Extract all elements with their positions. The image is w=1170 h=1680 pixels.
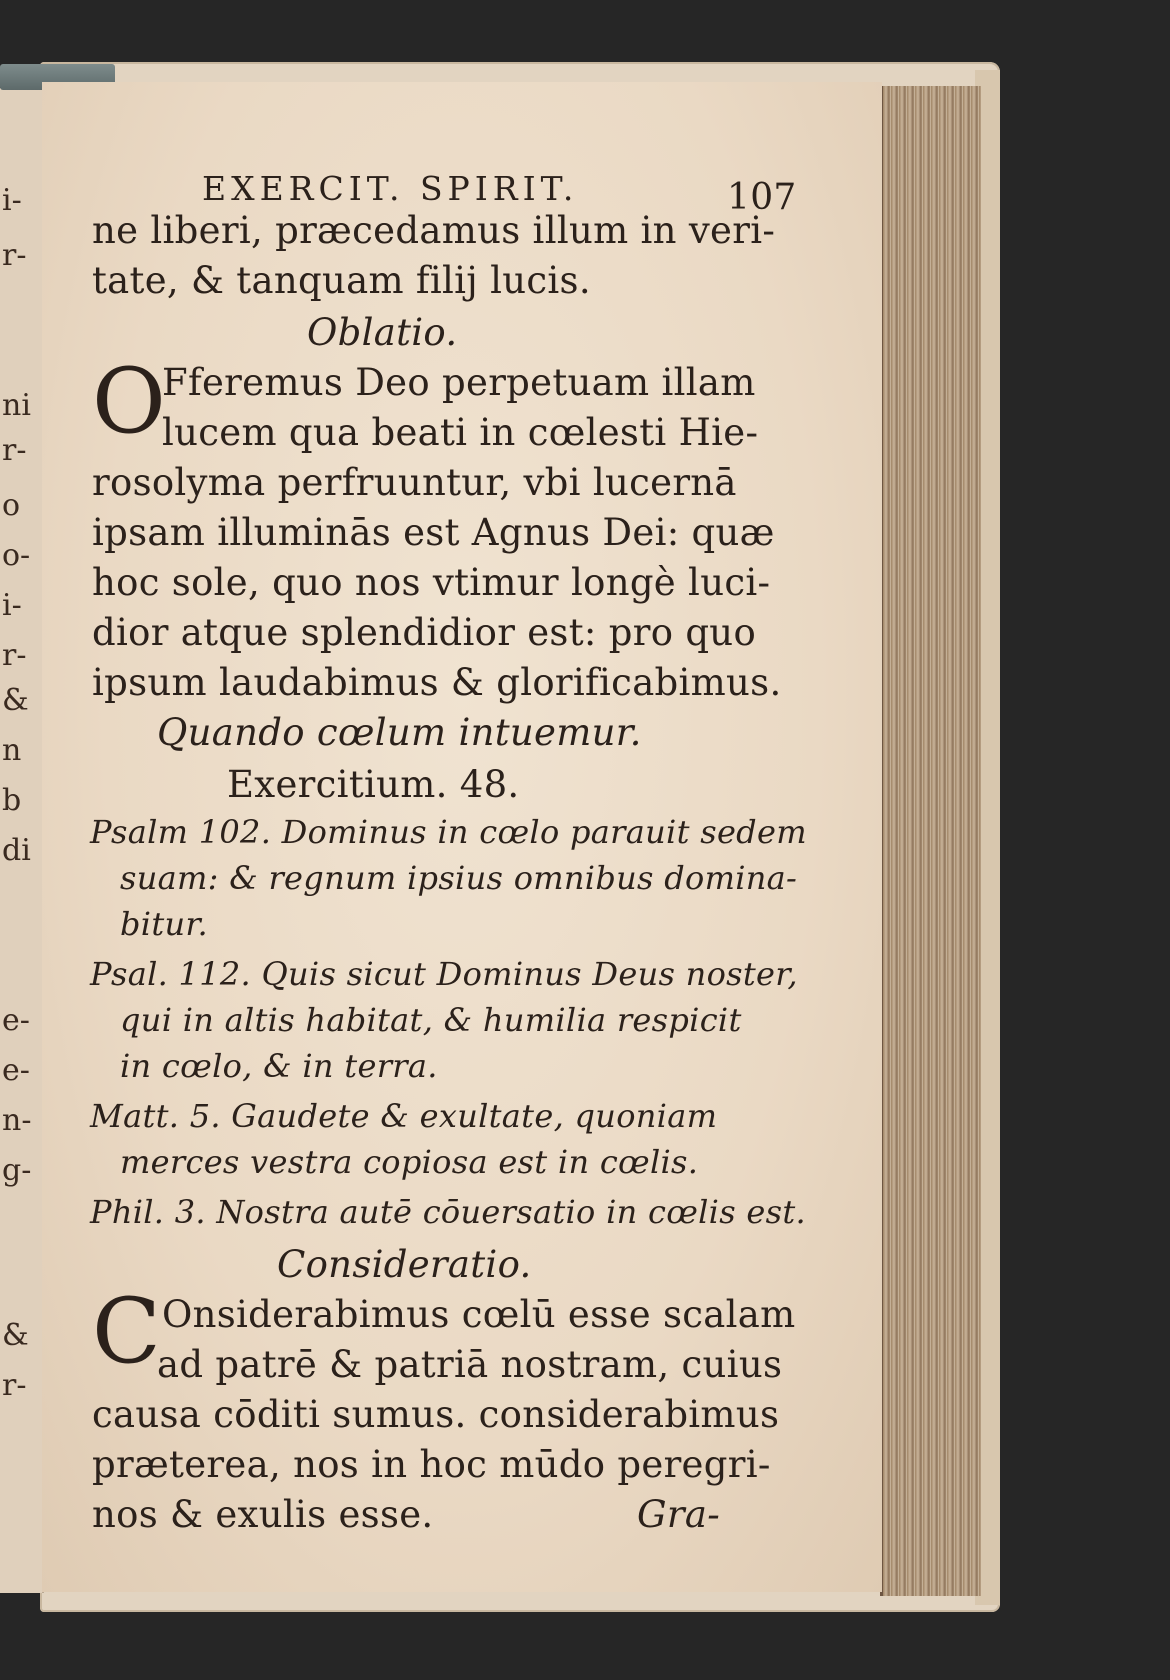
citation-line: qui in altis habitat, & humilia respicit [120, 1001, 742, 1039]
prev-fragment: o- [2, 538, 31, 573]
citation-line: Matt. 5. Gaudete & exultate, quoniam [90, 1097, 718, 1135]
prev-fragment: g- [2, 1153, 32, 1188]
prev-fragment: di [2, 833, 31, 868]
prev-fragment: r- [2, 1368, 27, 1403]
text-line: ad patrē & patriā nostram, cuius [157, 1343, 783, 1386]
text-line: dior atque splendidior est: pro quo [92, 611, 757, 654]
previous-page-edge [0, 88, 44, 1593]
prev-fragment: b [2, 783, 22, 818]
prev-fragment: & [2, 683, 29, 718]
section-title-oblatio: Oblatio. [307, 311, 458, 354]
citation-line: Psal. 112. Quis sicut Dominus Deus noster, [90, 955, 798, 993]
prev-fragment: ni [2, 388, 31, 423]
text-line: Fferemus Deo perpetuam illam [162, 361, 756, 404]
citation-line: Psalm 102. Dominus in cœlo parauit sedem [90, 813, 807, 851]
citation-line: bitur. [120, 905, 208, 943]
prev-fragment: & [2, 1318, 29, 1353]
drop-cap-o: O [92, 349, 166, 454]
prev-fragment: n- [2, 1103, 32, 1138]
text-line: lucem qua beati in cœlesti Hie- [162, 411, 759, 454]
text-line: præterea, nos in hoc mūdo peregri- [92, 1443, 771, 1486]
prev-fragment: e- [2, 1053, 30, 1088]
running-head: EXERCIT. SPIRIT. [202, 169, 579, 208]
drop-cap-c: C [92, 1279, 161, 1384]
prev-fragment: i- [2, 588, 22, 623]
catchword: Gra- [637, 1493, 721, 1536]
prev-fragment: r- [2, 638, 27, 673]
text-line: ipsam illuminās est Agnus Dei: quæ [92, 511, 775, 554]
text-line: causa cōditi sumus. considerabimus [92, 1393, 780, 1436]
text-line: tate, & tanquam filij lucis. [92, 259, 591, 302]
citation-line: in cœlo, & in terra. [120, 1047, 438, 1085]
text-line: ipsum laudabimus & glorificabimus. [92, 661, 782, 704]
citation-line: suam: & regnum ipsius omnibus domina- [120, 859, 798, 897]
text-line: ne liberi, præcedamus illum in veri- [92, 209, 776, 252]
book-page [42, 82, 882, 1592]
section-title-consideratio: Consideratio. [277, 1243, 532, 1286]
prev-fragment: n [2, 733, 22, 768]
section-title-quando: Quando cœlum intuemur. [157, 711, 642, 754]
fore-edge [880, 86, 981, 1596]
citation-line: merces vestra copiosa est in cœlis. [120, 1143, 699, 1181]
prev-fragment: r- [2, 433, 27, 468]
prev-fragment: r- [2, 238, 27, 273]
exercitium-heading: Exercitium. 48. [227, 763, 520, 806]
text-line: hoc sole, quo nos vtimur longè luci- [92, 561, 771, 604]
prev-fragment: i- [2, 183, 22, 218]
prev-fragment: e- [2, 1003, 30, 1038]
text-line: Onsiderabimus cœlū esse scalam [162, 1293, 796, 1336]
citation-line: Phil. 3. Nostra autē cōuersatio in cœlis est. [90, 1193, 806, 1231]
text-line: nos & exulis esse. [92, 1493, 434, 1536]
text-line: rosolyma perfruuntur, vbi lucernā [92, 461, 737, 504]
prev-fragment: o [2, 488, 21, 523]
page-number: 107 [727, 177, 797, 218]
